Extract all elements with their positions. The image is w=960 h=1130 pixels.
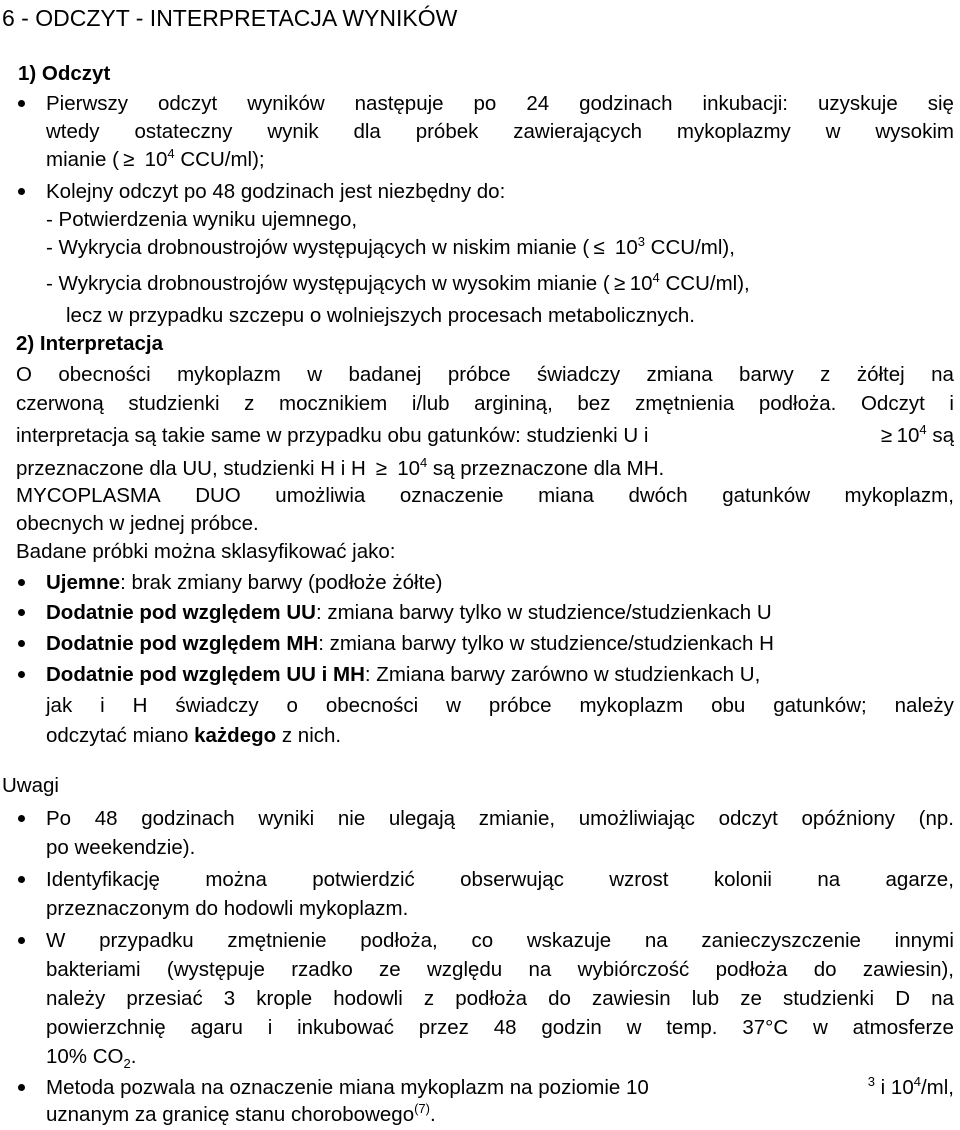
text-line: Identyfikację można potwierdzić obserwując wzrost kolonii na agarze, [46,868,954,891]
text-line: Dodatnie pod względem UU: zmiana barwy tylko w studzience/studzienkach U [46,601,772,624]
text-line: Po 48 godzinach wyniki nie ulegają zmianie, umożliwiając odczyt opóźniony (np. [46,807,954,830]
text-line: odczytać miano każdego z nich. [46,724,342,747]
bullet [18,640,25,647]
text-line: W przypadku zmętnienie podłoża, co wskazuje na zanieczyszczenie innymi [46,929,954,952]
text-line: przeznaczone dla UU, studzienki H i $H \ge 10^4$ są przeznaczone dla MH. [16,455,665,480]
text-line: Dodatnie pod względem UU i MH: Zmiana barwy zarówno w studzienkach U, [46,663,761,686]
text-line: po weekendzie). [46,836,196,859]
bullet [18,609,25,616]
bullet [18,937,25,944]
text-line: należy przesiać 3 krople hodowli z podłoża do zawiesin lub ze studzienki D na [46,987,954,1010]
heading-uwagi: Uwagi [2,774,59,797]
bullet [18,579,25,586]
section-title: 6 - ODCZYT - INTERPRETACJA WYNIKÓW [2,5,458,31]
text-line: obecnych w jednej próbce. [16,512,259,535]
text-line: wtedy ostateczny wynik dla próbek zawierających mykoplazmy w wysokim [46,120,954,143]
text-line: interpretacja są takie same w przypadku obu gatunków: studzienki U i ≥ $10^4$ są [16,422,954,447]
text-line: Pierwszy odczyt wyników następuje po 24 godzinach inkubacji: uzyskuje się [46,92,954,115]
text-line: przeznaczonym do hodowli mykoplazm. [46,897,409,920]
text-line: powierzchnię agaru i inkubować przez 48 godzin w temp. 37°C w atmosferze [46,1016,954,1039]
text-line: mianie ( ≥ $10^4$ CCU/ml); [46,146,265,171]
text-line: lecz w przypadku szczepu o wolniejszych procesach metabolicznych. [66,304,695,327]
text-line: O obecności mykoplazm w badanej próbce świadczy zmiana barwy z żółtej na [16,363,954,386]
text-line: Dodatnie pod względem MH: zmiana barwy tylko w studzience/studzienkach H [46,632,774,655]
heading-interpretacja: 2) Interpretacja [16,332,163,355]
text-line: jak i H świadczy o obecności w próbce mykoplazm obu gatunków; należy [46,694,954,717]
text-line: - Potwierdzenia wyniku ujemnego, [46,208,358,231]
text-line: Metoda pozwala na oznaczenie miana mykoplazm na poziomie 10 $^3$ i $10^4/ml$, [46,1074,954,1099]
bullet [18,1084,25,1091]
bullet [18,671,25,678]
bullet [18,815,25,822]
text-line: uznanym za granicę stanu chorobowego$^{(7)}$. [46,1101,436,1126]
text-line: MYCOPLASMA DUO umożliwia oznaczenie miana dwóch gatunków mykoplazm, [16,484,954,507]
text-line: Badane próbki można sklasyfikować jako: [16,540,396,563]
text-line: Ujemne: brak zmiany barwy (podłoże żółte) [46,571,443,594]
text-line: - Wykrycia drobnoustrojów występujących w wysokim mianie ( ≥ $10^4$ CCU/ml), [46,270,750,295]
text-line: Kolejny odczyt po 48 godzinach jest niezbędny do: [46,180,506,203]
text-line: czerwoną studzienki z mocznikiem i/lub argininą, bez zmętnienia podłoża. Odczyt i [16,392,954,415]
text-line: 10% $CO_2$. [46,1045,137,1072]
text-line: bakteriami (występuje rzadko ze względu na wybiórczość podłoża do zawiesin), [46,958,954,981]
text-line: - Wykrycia drobnoustrojów występujących w niskim mianie ( ≤ $10^3$ CCU/ml), [46,234,735,259]
bullet [18,100,25,107]
bullet [18,188,25,195]
heading-odczyt: 1) Odczyt [18,62,111,85]
bullet [18,876,25,883]
